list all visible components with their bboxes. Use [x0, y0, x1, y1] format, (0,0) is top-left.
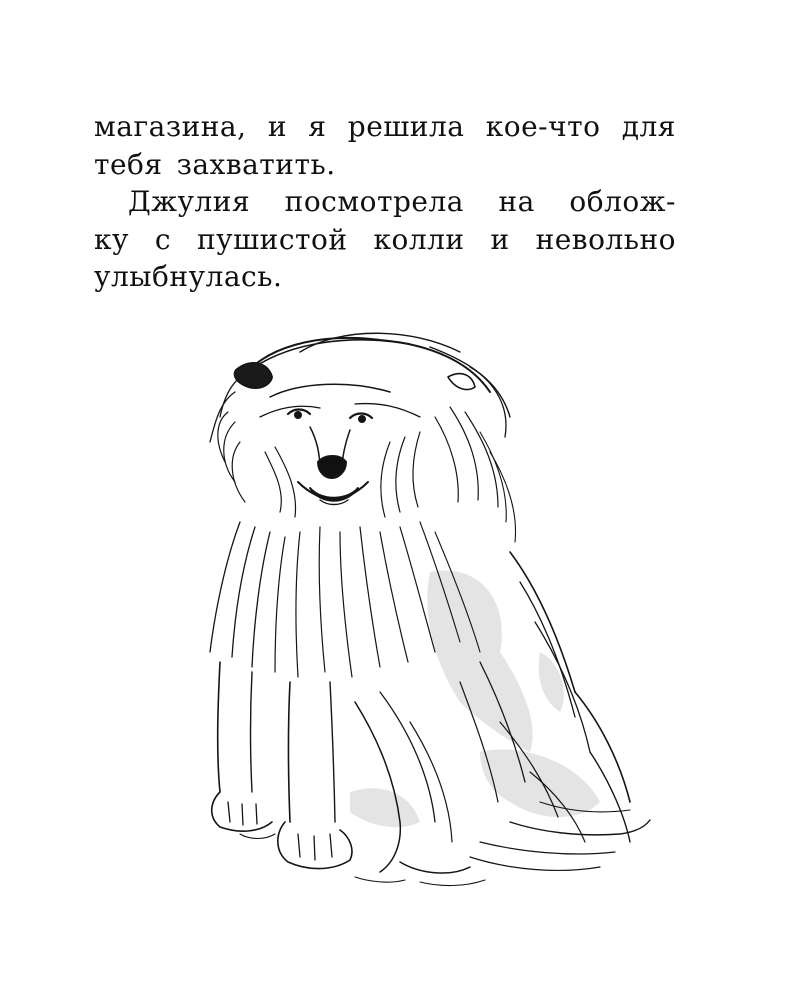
word: с — [154, 222, 172, 256]
word: кое-что — [485, 110, 601, 143]
word: невольно — [535, 222, 676, 256]
word: захватить. — [176, 147, 336, 181]
word: посмотрела — [284, 185, 464, 218]
word: тебя — [94, 147, 163, 181]
word: ку — [94, 222, 129, 256]
text-line — [94, 108, 676, 146]
shading — [350, 570, 600, 827]
text-line — [94, 221, 676, 259]
collie-illustration — [180, 322, 680, 912]
word: колли — [373, 222, 465, 256]
word: и — [490, 222, 510, 256]
word: Джулия — [128, 185, 251, 218]
word: для — [621, 110, 676, 143]
text-line — [94, 146, 676, 184]
word: я — [308, 110, 327, 143]
word: на — [498, 185, 535, 218]
body-text — [94, 108, 676, 296]
word: улыбнулась. — [94, 260, 283, 293]
word: пушистой — [197, 222, 348, 256]
word: магазина, — [94, 110, 247, 143]
text-line — [94, 183, 676, 221]
word: и — [267, 110, 287, 143]
word: облож- — [569, 185, 676, 218]
text-line — [94, 258, 676, 296]
word: решила — [347, 110, 465, 143]
